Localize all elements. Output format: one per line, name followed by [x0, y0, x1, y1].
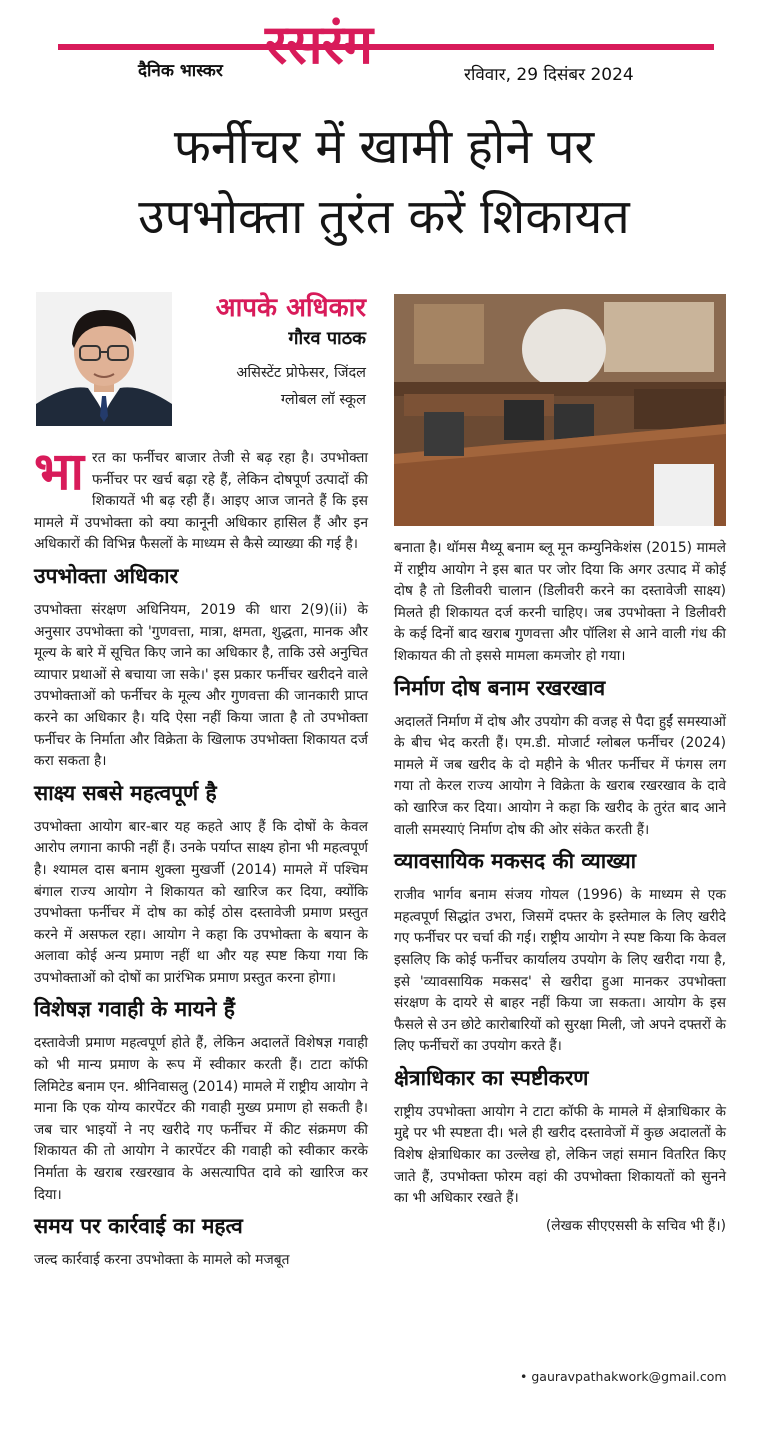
drop-cap: भा [34, 442, 85, 502]
column-label: आपके अधिकार [215, 293, 366, 323]
intro-paragraph [34, 442, 368, 556]
section-title-evidence: साक्ष्य सबसे महत्वपूर्ण है [34, 780, 217, 805]
section-title-consumer-rights: उपभोक्ता अधिकार [34, 563, 179, 588]
section-body-defect-vs-maintenance: अदालतें निर्माण में दोष और उपयोग की वजह से पैदा हुईं समस्याओं के बीच भेद करती हैं। एम.डी. मोजार्ट ग्लोबल फर्नीचर (2024) मामले में जब खरीद के दो महीने के भीतर फर्नीचर में फंगस लग गया तो केरल राज्य आयोग ने विक्रेता के खराब रखरखाव के दावे को खारिज कर दिया। आयोग ने कहा कि खरीद के तुरंत बाद आने वाली समस्याएं निर्माण दोष की ओर संकेत करती हैं। [394, 713, 726, 838]
article-right-column [394, 538, 726, 1243]
supplement-brand: रसरंग [265, 13, 373, 76]
section-title-commercial-purpose: व्यावसायिक मकसद की व्याख्या [394, 849, 637, 874]
headline [30, 112, 738, 252]
section-title-jurisdiction: क्षेत्राधिकार का स्पष्टीकरण [394, 1065, 589, 1090]
headline-line-2: उपभोक्ता तुरंत करें शिकायत [138, 189, 630, 245]
section-title-timely-action: समय पर कार्रवाई का महत्व [34, 1214, 243, 1239]
section-body-commercial-purpose: राजीव भार्गव बनाम संजय गोयल (1996) के माध्यम से एक महत्वपूर्ण सिद्धांत उभरा, जिसमें दफ्तर के इस्तेमाल के लिए खरीदे गए फर्नीचर पर चर्चा की गई। राष्ट्रीय आयोग ने स्पष्ट किया कि केवल इसलिए कि कोई फर्नीचर कार्यालय उपयोग के लिए खरीदा गया है, इसे 'व्यावसायिक मकसद' से खरीदा हुआ मानकर उपभोक्ता संरक्षण के दायरे से बाहर नहीं किया जा सकता। आयोग के इस फैसले से उन छोटे कारोबारियों को सुरक्षा मिली, जो अपने दफ्तरों के लिए फर्नीचरों का उपयोग करते हैं। [394, 887, 726, 1055]
author-note: (लेखक सीएएससी के सचिव भी हैं।) [545, 1217, 726, 1234]
article-left-column [34, 442, 369, 1278]
section-body-timely-action-cont: बनाता है। थॉमस मैथ्यू बनाम ब्लू मून कम्युनिकेशंस (2015) मामले में राष्ट्रीय आयोग ने इस बात पर जोर दिया कि अगर उत्पाद में कोई दोष है तो डिलीवरी चालान (डिलीवरी करने का दस्तावेजी साक्ष्य) मिलते ही शिकायत दर्ज करनी चाहिए। जब उपभोक्ता ने डिलीवरी के कई दिनों बाद खराब गुणवत्ता और पॉलिश से आने वाली गंध की शिकायत की तो इससे मामला कमजोर हो गया। [394, 540, 726, 664]
author-name: गौरव पाठक [288, 328, 366, 349]
section-body-evidence: उपभोक्ता आयोग बार-बार यह कहते आए हैं कि दोषों के केवल आरोप लगाना काफी नहीं हैं। उनके पर्याप्त साक्ष्य होना भी महत्वपूर्ण है। श्यामल दास बनाम शुक्ला मुखर्जी (2014) मामले में पश्चिम बंगाल राज्य आयोग ने शिकायत को खारिज कर दिया, क्योंकि उपभोक्ता फर्नीचर में दोष का कोई ठोस दस्तावेजी प्रमाण प्रस्तुत करने में असफल रहा। आयोग ने कहा कि उपभोक्ता के बयान के अलावा कोई अन्य प्रमाण नहीं था और यह स्पष्ट किया गया कि उपभोक्ताओं को दोषों का प्रारंभिक प्रमाण प्रस्तुत करना होगा। [34, 818, 369, 986]
section-body-consumer-rights: उपभोक्ता संरक्षण अधिनियम, 2019 की धारा 2(9)(ii) के अनुसार उपभोक्ता को 'गुणवत्ता, मात्रा, क्षमता, शुद्धता, मानक और मूल्य के बारे में सूचित किए जाने का अधिकार है, ताकि उसे अनुचित व्यापार प्रथाओं से बचाया जा सके।' इस प्रकार फर्नीचर खरीदने वाले उपभोक्ताओं को फर्नीचर के मूल्य और गुणवत्ता की जानकारी प्राप्त करने का अधिकार है। यदि ऐसा नहीं किया जाता है तो उपभोक्ता फर्नीचर के निर्माता और विक्रेता के खिलाफ उपभोक्ता शिकायत दर्ज करा सकता है। [34, 601, 368, 770]
edition-date: रविवार, 29 दिसंबर 2024 [464, 65, 634, 85]
newspaper-name: दैनिक भास्कर [138, 61, 223, 81]
author-portrait [36, 292, 172, 426]
furniture-store-photo [394, 294, 726, 526]
section-body-expert-testimony: दस्तावेजी प्रमाण महत्वपूर्ण होते हैं, लेकिन अदालतें विशेषज्ञ गवाही को भी मान्य प्रमाण के रूप में स्वीकार करती हैं। टाटा कॉफी लिमिटेड बनाम एन. श्रीनिवासलु (2014) मामले में राष्ट्रीय आयोग ने माना कि एक योग्य कारपेंटर की गवाही मुख्य प्रमाण हो सकती है। जब चार भाइयों ने नए खरीदे गए फर्नीचर में कीट संक्रमण की शिकायत की तो आयोग ने कारपेंटर की गवाही को स्वीकार करके निर्माता के खराब रखरखाव के असत्यापित दावे को खारिज कर दिया। [34, 1035, 368, 1203]
masthead-rule [58, 44, 714, 50]
intro-text: रत का फर्नीचर बाजार तेजी से बढ़ रहा है। उपभोक्ता फर्नीचर पर खर्च बढ़ा रहे हैं, लेकिन दोषपूर्ण उत्पादों की शिकायतें भी बढ़ रही हैं। आइए आज जानते हैं कि इस मामले में उपभोक्ता को क्या कानूनी अधिकार हासिल हैं और इन अधिकारों की विभिन्न फैसलों के माध्यम से कैसे व्याख्या की गई है। [34, 450, 368, 553]
headline-line-1: फर्नीचर में खामी होने पर [173, 119, 595, 175]
author-email: • gauravpathakwork@gmail.com [520, 1369, 727, 1384]
section-body-jurisdiction: राष्ट्रीय उपभोक्ता आयोग ने टाटा कॉफी के मामले में क्षेत्राधिकार के मुद्दे पर भी स्पष्टता दी। भले ही खरीद दस्तावेजों में कुछ अदालतों के विशेष क्षेत्राधिकार का उल्लेख हो, लेकिन जहां समान वितरित किए जाते हैं, उपभोक्ता फोरम वहां की उपभोक्ता शिकायतों को सुनने का भी अधिकार रखते हैं। [394, 1103, 726, 1207]
section-title-expert-testimony: विशेषज्ञ गवाही के मायने हैं [34, 997, 235, 1022]
author-role: असिस्टेंट प्रोफेसर, जिंदल ग्लोबल लॉ स्कूल [236, 365, 366, 408]
section-body-timely-action-start: जल्द कार्रवाई करना उपभोक्ता के मामले को मजबूत [34, 1252, 290, 1269]
section-title-defect-vs-maintenance: निर्माण दोष बनाम रखरखाव [394, 675, 606, 700]
